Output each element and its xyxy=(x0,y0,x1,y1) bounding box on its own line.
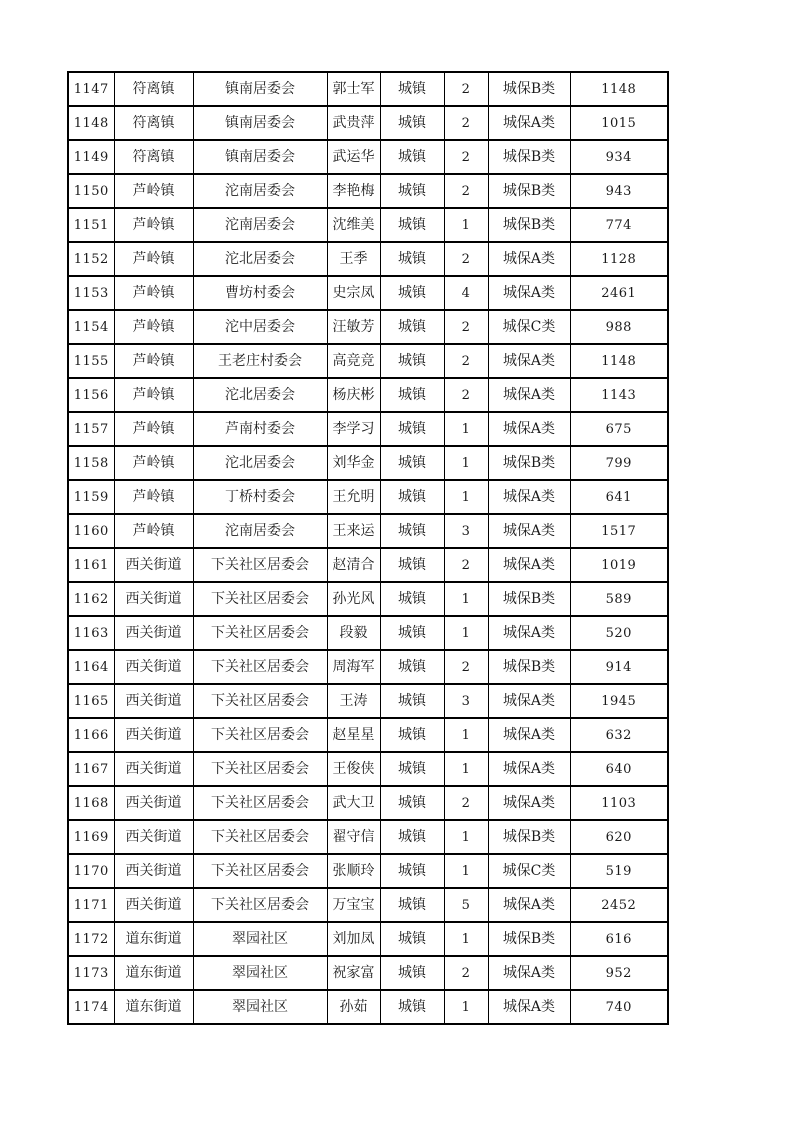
table-row xyxy=(68,922,668,956)
cell-person-name: 高竞竞 xyxy=(327,344,380,378)
cell-person-name: 郭士军 xyxy=(327,72,380,106)
cell-town: 西关街道 xyxy=(114,820,193,854)
cell-town: 西关街道 xyxy=(114,582,193,616)
cell-committee: 王老庄村委会 xyxy=(193,344,327,378)
cell-residence-type: 城镇 xyxy=(380,820,444,854)
cell-seq: 1149 xyxy=(68,140,114,174)
cell-amount: 740 xyxy=(570,990,668,1024)
cell-town: 道东街道 xyxy=(114,990,193,1024)
cell-amount: 1019 xyxy=(570,548,668,582)
cell-seq: 1151 xyxy=(68,208,114,242)
cell-person-count: 1 xyxy=(444,854,488,888)
table-row xyxy=(68,990,668,1024)
table-row xyxy=(68,344,668,378)
cell-person-name: 王来运 xyxy=(327,514,380,548)
cell-amount: 1517 xyxy=(570,514,668,548)
cell-benefit-category: 城保A类 xyxy=(488,514,570,548)
table-row xyxy=(68,174,668,208)
cell-amount: 1128 xyxy=(570,242,668,276)
cell-town: 芦岭镇 xyxy=(114,480,193,514)
cell-residence-type: 城镇 xyxy=(380,72,444,106)
cell-town: 西关街道 xyxy=(114,718,193,752)
cell-residence-type: 城镇 xyxy=(380,786,444,820)
cell-committee: 翠园社区 xyxy=(193,922,327,956)
cell-committee: 沱南居委会 xyxy=(193,208,327,242)
cell-residence-type: 城镇 xyxy=(380,480,444,514)
cell-amount: 675 xyxy=(570,412,668,446)
cell-committee: 下关社区居委会 xyxy=(193,752,327,786)
cell-person-count: 1 xyxy=(444,480,488,514)
cell-seq: 1156 xyxy=(68,378,114,412)
cell-town: 符离镇 xyxy=(114,140,193,174)
cell-amount: 1148 xyxy=(570,344,668,378)
cell-seq: 1148 xyxy=(68,106,114,140)
cell-person-count: 1 xyxy=(444,922,488,956)
cell-benefit-category: 城保A类 xyxy=(488,956,570,990)
cell-amount: 640 xyxy=(570,752,668,786)
cell-benefit-category: 城保A类 xyxy=(488,480,570,514)
cell-seq: 1164 xyxy=(68,650,114,684)
cell-amount: 799 xyxy=(570,446,668,480)
table-row xyxy=(68,276,668,310)
cell-seq: 1147 xyxy=(68,72,114,106)
cell-benefit-category: 城保B类 xyxy=(488,650,570,684)
cell-residence-type: 城镇 xyxy=(380,140,444,174)
cell-person-count: 2 xyxy=(444,106,488,140)
welfare-records-table xyxy=(67,71,669,1025)
cell-residence-type: 城镇 xyxy=(380,684,444,718)
cell-benefit-category: 城保C类 xyxy=(488,310,570,344)
cell-person-name: 李学习 xyxy=(327,412,380,446)
cell-residence-type: 城镇 xyxy=(380,718,444,752)
cell-town: 芦岭镇 xyxy=(114,310,193,344)
cell-amount: 2452 xyxy=(570,888,668,922)
table-row xyxy=(68,854,668,888)
cell-person-count: 2 xyxy=(444,378,488,412)
cell-seq: 1174 xyxy=(68,990,114,1024)
cell-committee: 下关社区居委会 xyxy=(193,718,327,752)
cell-benefit-category: 城保A类 xyxy=(488,412,570,446)
cell-town: 西关街道 xyxy=(114,684,193,718)
cell-person-count: 1 xyxy=(444,752,488,786)
cell-committee: 沱北居委会 xyxy=(193,446,327,480)
cell-residence-type: 城镇 xyxy=(380,582,444,616)
cell-amount: 774 xyxy=(570,208,668,242)
table-row xyxy=(68,446,668,480)
cell-committee: 下关社区居委会 xyxy=(193,548,327,582)
cell-residence-type: 城镇 xyxy=(380,548,444,582)
table-row xyxy=(68,650,668,684)
cell-residence-type: 城镇 xyxy=(380,310,444,344)
table-row xyxy=(68,582,668,616)
cell-amount: 620 xyxy=(570,820,668,854)
cell-person-count: 2 xyxy=(444,956,488,990)
cell-person-count: 2 xyxy=(444,786,488,820)
cell-residence-type: 城镇 xyxy=(380,956,444,990)
cell-person-count: 1 xyxy=(444,208,488,242)
cell-benefit-category: 城保B类 xyxy=(488,72,570,106)
cell-amount: 988 xyxy=(570,310,668,344)
table-row xyxy=(68,786,668,820)
cell-town: 芦岭镇 xyxy=(114,378,193,412)
cell-seq: 1169 xyxy=(68,820,114,854)
cell-benefit-category: 城保B类 xyxy=(488,174,570,208)
cell-person-name: 武大卫 xyxy=(327,786,380,820)
cell-amount: 616 xyxy=(570,922,668,956)
cell-amount: 519 xyxy=(570,854,668,888)
cell-person-name: 武贵萍 xyxy=(327,106,380,140)
cell-residence-type: 城镇 xyxy=(380,990,444,1024)
cell-person-name: 王季 xyxy=(327,242,380,276)
cell-town: 西关街道 xyxy=(114,616,193,650)
cell-town: 芦岭镇 xyxy=(114,412,193,446)
table-row xyxy=(68,684,668,718)
cell-seq: 1162 xyxy=(68,582,114,616)
table-row xyxy=(68,752,668,786)
cell-amount: 2461 xyxy=(570,276,668,310)
cell-amount: 914 xyxy=(570,650,668,684)
cell-person-count: 5 xyxy=(444,888,488,922)
cell-seq: 1152 xyxy=(68,242,114,276)
cell-benefit-category: 城保B类 xyxy=(488,208,570,242)
cell-committee: 下关社区居委会 xyxy=(193,616,327,650)
cell-person-name: 段毅 xyxy=(327,616,380,650)
cell-committee: 翠园社区 xyxy=(193,956,327,990)
cell-person-count: 1 xyxy=(444,616,488,650)
cell-town: 道东街道 xyxy=(114,922,193,956)
table-row xyxy=(68,310,668,344)
cell-committee: 镇南居委会 xyxy=(193,72,327,106)
cell-person-count: 3 xyxy=(444,684,488,718)
cell-benefit-category: 城保A类 xyxy=(488,752,570,786)
cell-committee: 沱南居委会 xyxy=(193,174,327,208)
cell-benefit-category: 城保B类 xyxy=(488,582,570,616)
cell-person-count: 4 xyxy=(444,276,488,310)
table-row xyxy=(68,106,668,140)
cell-person-name: 沈维美 xyxy=(327,208,380,242)
cell-benefit-category: 城保B类 xyxy=(488,140,570,174)
table-row xyxy=(68,548,668,582)
cell-amount: 1015 xyxy=(570,106,668,140)
cell-benefit-category: 城保A类 xyxy=(488,684,570,718)
cell-committee: 下关社区居委会 xyxy=(193,650,327,684)
cell-person-name: 刘华金 xyxy=(327,446,380,480)
cell-person-name: 赵清合 xyxy=(327,548,380,582)
cell-benefit-category: 城保A类 xyxy=(488,990,570,1024)
cell-person-count: 2 xyxy=(444,72,488,106)
cell-person-count: 1 xyxy=(444,412,488,446)
cell-committee: 沱北居委会 xyxy=(193,378,327,412)
cell-residence-type: 城镇 xyxy=(380,378,444,412)
cell-town: 符离镇 xyxy=(114,106,193,140)
table-row xyxy=(68,208,668,242)
cell-benefit-category: 城保A类 xyxy=(488,548,570,582)
cell-person-count: 1 xyxy=(444,718,488,752)
cell-residence-type: 城镇 xyxy=(380,174,444,208)
cell-residence-type: 城镇 xyxy=(380,106,444,140)
cell-amount: 943 xyxy=(570,174,668,208)
cell-committee: 沱南居委会 xyxy=(193,514,327,548)
cell-committee: 下关社区居委会 xyxy=(193,820,327,854)
cell-person-name: 李艳梅 xyxy=(327,174,380,208)
cell-person-name: 祝家富 xyxy=(327,956,380,990)
cell-person-name: 张顺玲 xyxy=(327,854,380,888)
cell-committee: 下关社区居委会 xyxy=(193,786,327,820)
cell-amount: 934 xyxy=(570,140,668,174)
table-row xyxy=(68,242,668,276)
cell-person-count: 2 xyxy=(444,548,488,582)
table-row xyxy=(68,888,668,922)
cell-benefit-category: 城保A类 xyxy=(488,888,570,922)
cell-person-name: 万宝宝 xyxy=(327,888,380,922)
cell-person-name: 汪敏芳 xyxy=(327,310,380,344)
cell-person-name: 王涛 xyxy=(327,684,380,718)
cell-person-count: 2 xyxy=(444,174,488,208)
cell-residence-type: 城镇 xyxy=(380,650,444,684)
cell-amount: 952 xyxy=(570,956,668,990)
cell-person-count: 2 xyxy=(444,140,488,174)
cell-seq: 1157 xyxy=(68,412,114,446)
cell-person-name: 翟守信 xyxy=(327,820,380,854)
cell-residence-type: 城镇 xyxy=(380,242,444,276)
cell-person-name: 孙光风 xyxy=(327,582,380,616)
cell-town: 芦岭镇 xyxy=(114,174,193,208)
cell-town: 芦岭镇 xyxy=(114,242,193,276)
table-row xyxy=(68,378,668,412)
table-row xyxy=(68,140,668,174)
cell-person-count: 3 xyxy=(444,514,488,548)
cell-benefit-category: 城保A类 xyxy=(488,106,570,140)
cell-residence-type: 城镇 xyxy=(380,446,444,480)
cell-amount: 1945 xyxy=(570,684,668,718)
cell-person-count: 2 xyxy=(444,650,488,684)
cell-benefit-category: 城保A类 xyxy=(488,344,570,378)
cell-town: 芦岭镇 xyxy=(114,276,193,310)
table-row xyxy=(68,718,668,752)
cell-seq: 1161 xyxy=(68,548,114,582)
cell-benefit-category: 城保A类 xyxy=(488,378,570,412)
table-body xyxy=(68,72,668,1024)
cell-town: 西关街道 xyxy=(114,786,193,820)
cell-person-count: 2 xyxy=(444,242,488,276)
cell-town: 芦岭镇 xyxy=(114,344,193,378)
cell-residence-type: 城镇 xyxy=(380,616,444,650)
cell-town: 西关街道 xyxy=(114,752,193,786)
cell-committee: 镇南居委会 xyxy=(193,140,327,174)
cell-amount: 1148 xyxy=(570,72,668,106)
cell-seq: 1158 xyxy=(68,446,114,480)
cell-benefit-category: 城保A类 xyxy=(488,242,570,276)
cell-seq: 1166 xyxy=(68,718,114,752)
cell-committee: 沱北居委会 xyxy=(193,242,327,276)
cell-town: 芦岭镇 xyxy=(114,208,193,242)
cell-seq: 1171 xyxy=(68,888,114,922)
cell-town: 西关街道 xyxy=(114,888,193,922)
cell-person-name: 王俊侠 xyxy=(327,752,380,786)
table-row xyxy=(68,956,668,990)
table-row xyxy=(68,514,668,548)
cell-benefit-category: 城保B类 xyxy=(488,446,570,480)
cell-amount: 589 xyxy=(570,582,668,616)
cell-committee: 翠园社区 xyxy=(193,990,327,1024)
cell-benefit-category: 城保A类 xyxy=(488,276,570,310)
cell-benefit-category: 城保B类 xyxy=(488,922,570,956)
cell-person-count: 1 xyxy=(444,820,488,854)
cell-seq: 1155 xyxy=(68,344,114,378)
cell-person-name: 孙茹 xyxy=(327,990,380,1024)
cell-benefit-category: 城保B类 xyxy=(488,820,570,854)
cell-seq: 1173 xyxy=(68,956,114,990)
cell-amount: 1143 xyxy=(570,378,668,412)
cell-committee: 下关社区居委会 xyxy=(193,888,327,922)
cell-seq: 1165 xyxy=(68,684,114,718)
cell-benefit-category: 城保C类 xyxy=(488,854,570,888)
cell-committee: 镇南居委会 xyxy=(193,106,327,140)
cell-seq: 1167 xyxy=(68,752,114,786)
cell-seq: 1154 xyxy=(68,310,114,344)
cell-committee: 下关社区居委会 xyxy=(193,684,327,718)
cell-seq: 1170 xyxy=(68,854,114,888)
cell-seq: 1159 xyxy=(68,480,114,514)
table-row xyxy=(68,72,668,106)
cell-residence-type: 城镇 xyxy=(380,854,444,888)
cell-town: 芦岭镇 xyxy=(114,446,193,480)
cell-committee: 芦南村委会 xyxy=(193,412,327,446)
cell-seq: 1150 xyxy=(68,174,114,208)
cell-benefit-category: 城保A类 xyxy=(488,718,570,752)
cell-town: 芦岭镇 xyxy=(114,514,193,548)
cell-benefit-category: 城保A类 xyxy=(488,616,570,650)
cell-residence-type: 城镇 xyxy=(380,922,444,956)
cell-amount: 1103 xyxy=(570,786,668,820)
cell-residence-type: 城镇 xyxy=(380,412,444,446)
cell-committee: 下关社区居委会 xyxy=(193,854,327,888)
cell-person-name: 周海军 xyxy=(327,650,380,684)
table-row xyxy=(68,412,668,446)
table-row xyxy=(68,820,668,854)
cell-amount: 632 xyxy=(570,718,668,752)
cell-town: 西关街道 xyxy=(114,650,193,684)
cell-committee: 下关社区居委会 xyxy=(193,582,327,616)
cell-seq: 1160 xyxy=(68,514,114,548)
cell-residence-type: 城镇 xyxy=(380,888,444,922)
cell-person-name: 武运华 xyxy=(327,140,380,174)
cell-person-name: 王允明 xyxy=(327,480,380,514)
cell-town: 西关街道 xyxy=(114,854,193,888)
cell-committee: 沱中居委会 xyxy=(193,310,327,344)
cell-seq: 1168 xyxy=(68,786,114,820)
cell-person-name: 杨庆彬 xyxy=(327,378,380,412)
cell-person-count: 2 xyxy=(444,344,488,378)
cell-person-count: 1 xyxy=(444,990,488,1024)
cell-seq: 1163 xyxy=(68,616,114,650)
table-row xyxy=(68,616,668,650)
cell-town: 符离镇 xyxy=(114,72,193,106)
cell-amount: 520 xyxy=(570,616,668,650)
cell-benefit-category: 城保A类 xyxy=(488,786,570,820)
cell-committee: 曹坊村委会 xyxy=(193,276,327,310)
cell-residence-type: 城镇 xyxy=(380,344,444,378)
cell-seq: 1172 xyxy=(68,922,114,956)
cell-residence-type: 城镇 xyxy=(380,276,444,310)
cell-seq: 1153 xyxy=(68,276,114,310)
cell-person-name: 史宗凤 xyxy=(327,276,380,310)
cell-residence-type: 城镇 xyxy=(380,752,444,786)
cell-person-count: 1 xyxy=(444,446,488,480)
cell-person-count: 1 xyxy=(444,582,488,616)
cell-residence-type: 城镇 xyxy=(380,208,444,242)
cell-person-name: 赵星星 xyxy=(327,718,380,752)
cell-residence-type: 城镇 xyxy=(380,514,444,548)
cell-person-name: 刘加凤 xyxy=(327,922,380,956)
cell-town: 道东街道 xyxy=(114,956,193,990)
cell-person-count: 2 xyxy=(444,310,488,344)
cell-amount: 641 xyxy=(570,480,668,514)
cell-town: 西关街道 xyxy=(114,548,193,582)
cell-committee: 丁桥村委会 xyxy=(193,480,327,514)
table-row xyxy=(68,480,668,514)
